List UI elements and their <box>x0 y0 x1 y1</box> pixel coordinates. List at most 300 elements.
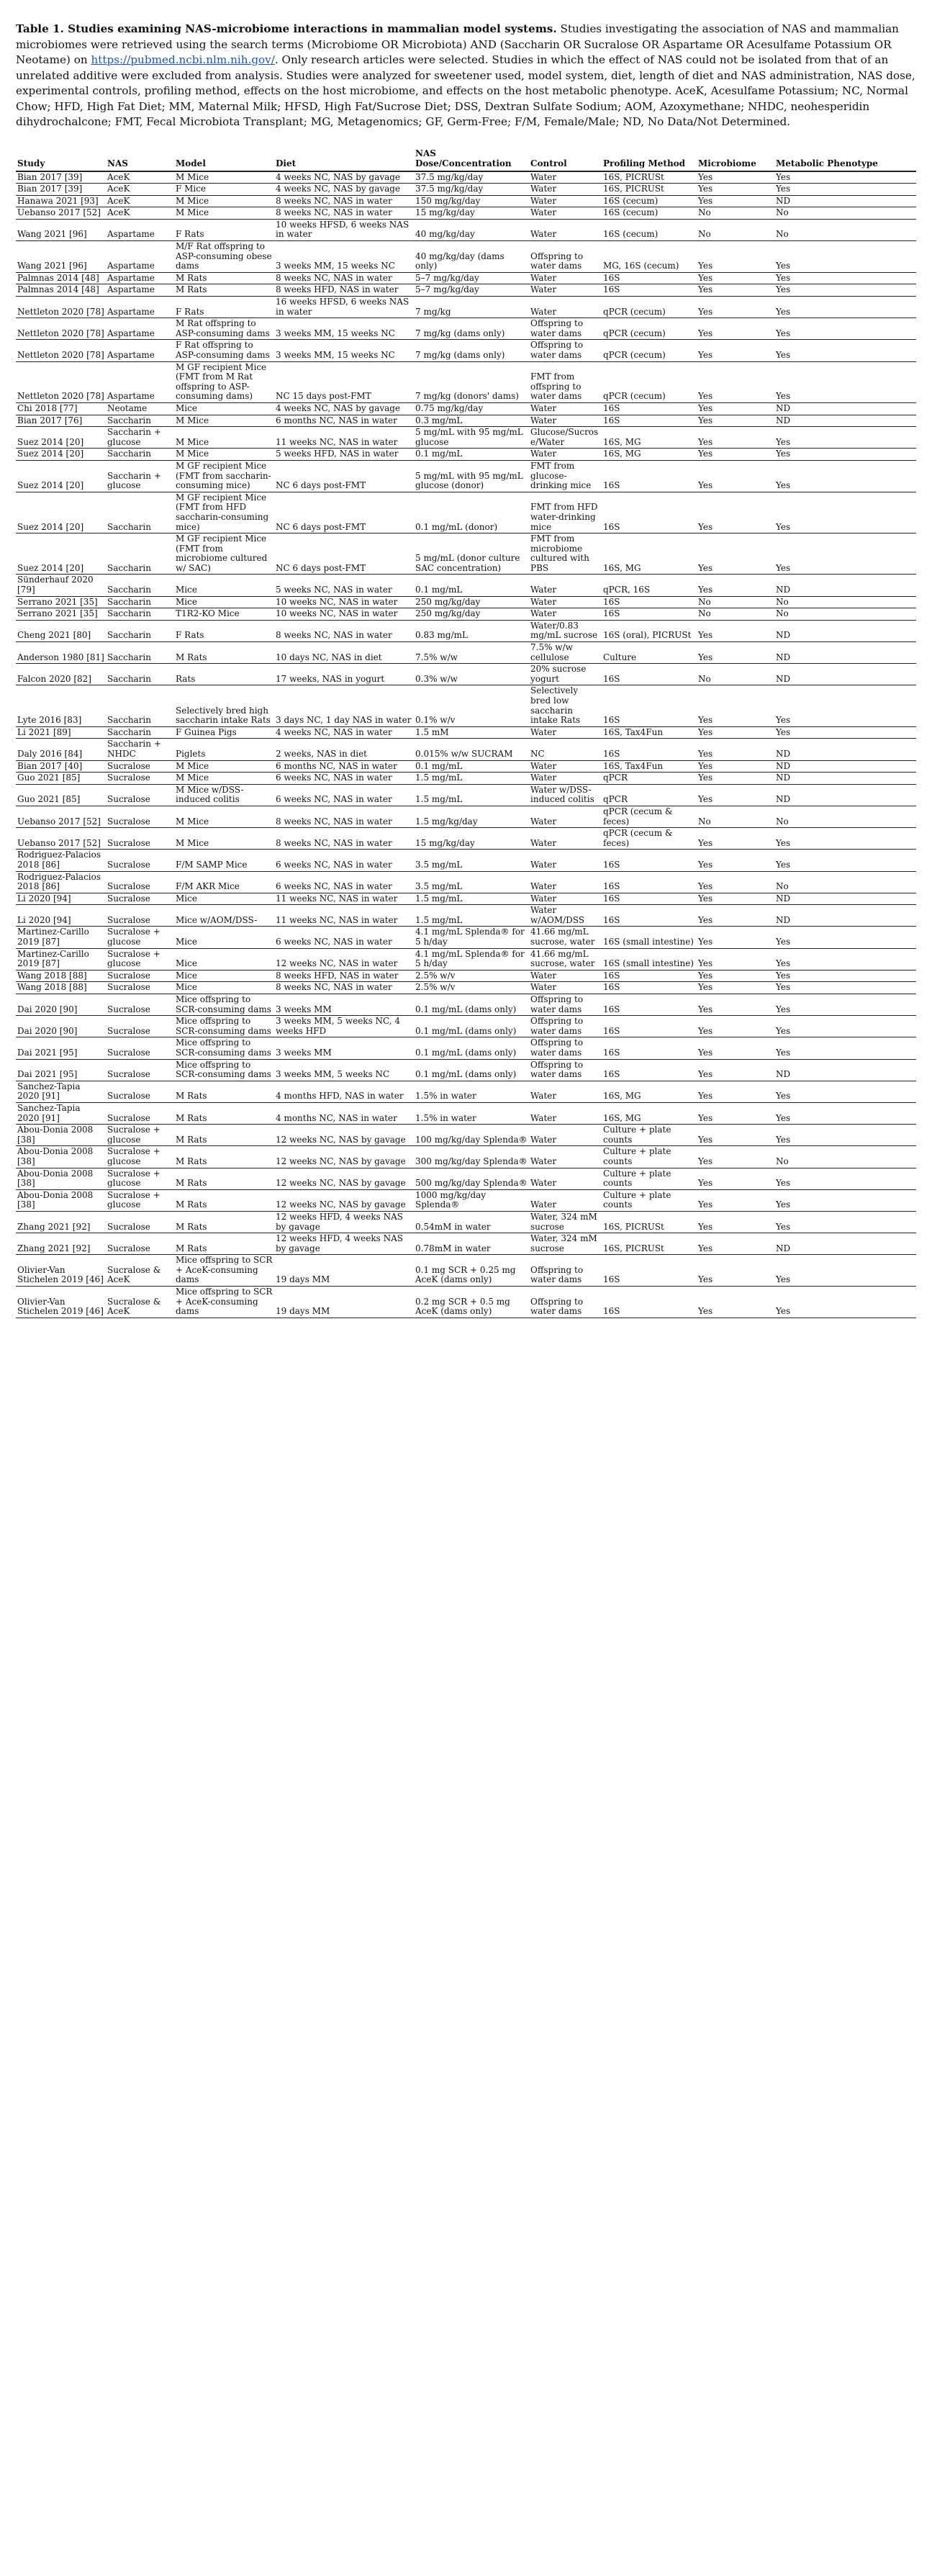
cell-study: Bian 2017 [40] <box>16 760 106 773</box>
cell-study: Daly 2016 [84] <box>16 739 106 760</box>
cell-metabolic-phenotype: Yes <box>774 492 916 533</box>
cell-profiling-method: 16S <box>602 272 697 284</box>
cell-nas: Sucralose <box>106 1102 174 1124</box>
table-row <box>16 460 916 492</box>
cell-nas: Saccharin <box>106 492 174 533</box>
cell-profiling-method: 16S <box>602 970 697 982</box>
cell-metabolic-phenotype: ND <box>774 1059 916 1081</box>
cell-study: Wang 2018 [88] <box>16 982 106 994</box>
cell-dose: 0.78mM in water <box>414 1233 529 1255</box>
cell-dose: 1.5% in water <box>414 1081 529 1102</box>
cell-diet: 8 weeks NC, NAS in water <box>274 806 414 827</box>
cell-model: Mice offspring to SCR-consuming dams <box>174 1059 274 1081</box>
cell-dose: 0.1 mg SCR + 0.25 mg AceK (dams only) <box>414 1255 529 1287</box>
cell-dose: 3.5 mg/mL <box>414 871 529 893</box>
table-row <box>16 533 916 575</box>
cell-diet: 10 weeks HFSD, 6 weeks NAS in water <box>274 219 414 240</box>
cell-model: F/M SAMP Mice <box>174 850 274 871</box>
cell-nas: Sucralose <box>106 850 174 871</box>
cell-study: Dai 2020 [90] <box>16 994 106 1016</box>
cell-dose: 37.5 mg/kg/day <box>414 184 529 196</box>
cell-nas: Sucralose <box>106 905 174 927</box>
cell-study: Chi 2018 [77] <box>16 402 106 415</box>
cell-model: M Mice <box>174 806 274 827</box>
cell-profiling-method: 16S <box>602 664 697 685</box>
cell-diet: 3 weeks MM, 15 weeks NC <box>274 318 414 340</box>
cell-diet: 12 weeks NC, NAS by gavage <box>274 1125 414 1146</box>
cell-control: Water <box>529 871 602 893</box>
cell-profiling-method: 16S <box>602 1016 697 1037</box>
cell-nas: Sucralose <box>106 1037 174 1059</box>
cell-nas: Sucralose + glucose <box>106 1189 174 1211</box>
cell-model: M Rats <box>174 1189 274 1211</box>
table-header-row <box>16 136 916 171</box>
cell-study: Rodriguez-Palacios 2018 [86] <box>16 850 106 871</box>
cell-control: Offspring to water dams <box>529 994 602 1016</box>
cell-dose: 0.1 mg/mL (dams only) <box>414 994 529 1016</box>
document-page <box>16 0 916 1318</box>
cell-microbiome: Yes <box>697 241 774 273</box>
cell-nas: Sucralose + glucose <box>106 1168 174 1189</box>
cell-study: Wang 2021 [96] <box>16 241 106 273</box>
cell-nas: Sucralose <box>106 1233 174 1255</box>
cell-diet: 4 months NC, NAS in water <box>274 1102 414 1124</box>
cell-microbiome: Yes <box>697 340 774 361</box>
table-row <box>16 664 916 685</box>
table-row <box>16 596 916 608</box>
cell-study: Zhang 2021 [92] <box>16 1211 106 1233</box>
cell-nas: Aspartame <box>106 340 174 361</box>
cell-model: F Guinea Pigs <box>174 726 274 739</box>
cell-profiling-method: qPCR (cecum) <box>602 340 697 361</box>
cell-nas: Saccharin <box>106 415 174 427</box>
cell-metabolic-phenotype: Yes <box>774 272 916 284</box>
cell-study: Dai 2020 [90] <box>16 1016 106 1037</box>
cell-nas: Sucralose <box>106 893 174 905</box>
cell-metabolic-phenotype: Yes <box>774 1102 916 1124</box>
cell-metabolic-phenotype: No <box>774 806 916 827</box>
caption-text-before-link: Studies investigating the association of NAS and mammalian microbiomes were retrieved using the search terms (Microbiome OR Microbiota) AND (Saccharin OR Sucralose OR Aspartame OR Acesulfame Potassium OR Neotame) on <box>16 22 899 66</box>
cell-dose: 5 mg/mL with 95 mg/mL glucose <box>414 427 529 449</box>
cell-study: Nettleton 2020 [78] <box>16 297 106 318</box>
cell-control: Water <box>529 1168 602 1189</box>
cell-nas: Sucralose <box>106 828 174 850</box>
cell-microbiome: Yes <box>697 773 774 785</box>
cell-model: M GF recipient Mice (FMT from microbiome cultured w/ SAC) <box>174 533 274 575</box>
cell-profiling-method: qPCR (cecum) <box>602 361 697 402</box>
cell-diet: 4 weeks NC, NAS by gavage <box>274 402 414 415</box>
cell-study: Nettleton 2020 [78] <box>16 361 106 402</box>
cell-study: Abou-Donia 2008 [38] <box>16 1189 106 1211</box>
cell-model: M Rats <box>174 272 274 284</box>
cell-profiling-method: 16S <box>602 739 697 760</box>
cell-dose: 0.1 mg/mL <box>414 760 529 773</box>
cell-profiling-method: qPCR (cecum & feces) <box>602 828 697 850</box>
cell-study: Uebanso 2017 [52] <box>16 828 106 850</box>
table-row <box>16 608 916 621</box>
cell-metabolic-phenotype: Yes <box>774 1037 916 1059</box>
cell-microbiome: Yes <box>697 982 774 994</box>
cell-profiling-method: 16S (small intestine) <box>602 927 697 948</box>
cell-model: Mice <box>174 982 274 994</box>
cell-metabolic-phenotype: ND <box>774 773 916 785</box>
cell-diet: NC 6 days post-FMT <box>274 533 414 575</box>
cell-microbiome: Yes <box>697 284 774 297</box>
cell-microbiome: No <box>697 207 774 220</box>
cell-study: Cheng 2021 [80] <box>16 620 106 641</box>
cell-profiling-method: 16S <box>602 1287 697 1318</box>
cell-dose: 0.1 mg/mL (dams only) <box>414 1037 529 1059</box>
cell-diet: 3 weeks MM, 15 weeks NC <box>274 241 414 273</box>
cell-nas: Sucralose <box>106 970 174 982</box>
table-row <box>16 760 916 773</box>
cell-model: M Mice <box>174 195 274 207</box>
cell-control: Offspring to water dams <box>529 318 602 340</box>
cell-diet: 12 weeks NC, NAS by gavage <box>274 1146 414 1168</box>
cell-diet: 8 weeks NC, NAS in water <box>274 620 414 641</box>
table-caption <box>16 22 916 130</box>
cell-control: Water, 324 mM sucrose <box>529 1233 602 1255</box>
cell-nas: Aspartame <box>106 219 174 240</box>
cell-metabolic-phenotype: Yes <box>774 460 916 492</box>
cell-dose: 1000 mg/kg/day Splenda® <box>414 1189 529 1211</box>
cell-control: FMT from glucose-drinking mice <box>529 460 602 492</box>
cell-study: Uebanso 2017 [52] <box>16 806 106 827</box>
table-row <box>16 415 916 427</box>
cell-nas: Sucralose <box>106 784 174 806</box>
cell-control: Offspring to water dams <box>529 1287 602 1318</box>
cell-model: M Mice w/DSS-induced colitis <box>174 784 274 806</box>
cell-control: Water <box>529 828 602 850</box>
cell-diet: 6 months NC, NAS in water <box>274 760 414 773</box>
cell-model: Mice <box>174 927 274 948</box>
cell-nas: Saccharin <box>106 664 174 685</box>
cell-nas: Sucralose <box>106 1016 174 1037</box>
table-row <box>16 1016 916 1037</box>
table-row <box>16 195 916 207</box>
cell-microbiome: No <box>697 806 774 827</box>
cell-model: Mice <box>174 596 274 608</box>
cell-diet: 4 weeks NC, NAS by gavage <box>274 171 414 184</box>
cell-diet: 8 weeks HFD, NAS in water <box>274 284 414 297</box>
cell-dose: 7 mg/kg <box>414 297 529 318</box>
table-row <box>16 893 916 905</box>
table-row <box>16 927 916 948</box>
cell-profiling-method: 16S <box>602 415 697 427</box>
table-row <box>16 1146 916 1168</box>
table-row <box>16 1287 916 1318</box>
cell-nas: Sucralose + glucose <box>106 1146 174 1168</box>
cell-study: Sanchez-Tapia 2020 [91] <box>16 1081 106 1102</box>
cell-model: F Rats <box>174 620 274 641</box>
cell-study: Guo 2021 [85] <box>16 773 106 785</box>
table-row <box>16 427 916 449</box>
cell-control: Water <box>529 1081 602 1102</box>
cell-microbiome: Yes <box>697 1146 774 1168</box>
cell-model: M/F Rat offspring to ASP-consuming obese dams <box>174 241 274 273</box>
cell-diet: 16 weeks HFSD, 6 weeks NAS in water <box>274 297 414 318</box>
cell-diet: 4 months HFD, NAS in water <box>274 1081 414 1102</box>
cell-diet: 5 weeks NC, NAS in water <box>274 575 414 596</box>
cell-profiling-method: Culture + plate counts <box>602 1125 697 1146</box>
cell-dose: 300 mg/kg/day Splenda® <box>414 1146 529 1168</box>
cell-metabolic-phenotype: ND <box>774 739 916 760</box>
cell-metabolic-phenotype: Yes <box>774 1016 916 1037</box>
cell-metabolic-phenotype: No <box>774 871 916 893</box>
table-row <box>16 806 916 827</box>
cell-metabolic-phenotype: Yes <box>774 970 916 982</box>
cell-control: FMT from microbiome cultured with PBS <box>529 533 602 575</box>
cell-model: Mice <box>174 970 274 982</box>
cell-profiling-method: 16S (cecum) <box>602 207 697 220</box>
cell-dose: 0.3 mg/mL <box>414 415 529 427</box>
table-row <box>16 171 916 184</box>
cell-study: Palmnas 2014 [48] <box>16 272 106 284</box>
cell-study: Dai 2021 [95] <box>16 1059 106 1081</box>
cell-metabolic-phenotype: Yes <box>774 241 916 273</box>
cell-model: Mice offspring to SCR-consuming dams <box>174 994 274 1016</box>
cell-model: M Mice <box>174 171 274 184</box>
cell-diet: 3 weeks MM <box>274 994 414 1016</box>
cell-model: M Mice <box>174 773 274 785</box>
cell-diet: 11 weeks NC, NAS in water <box>274 893 414 905</box>
cell-control: Water <box>529 1125 602 1146</box>
cell-model: Piglets <box>174 739 274 760</box>
cell-profiling-method: 16S <box>602 1059 697 1081</box>
cell-microbiome: Yes <box>697 272 774 284</box>
cell-profiling-method: qPCR, 16S <box>602 575 697 596</box>
cell-nas: Aspartame <box>106 241 174 273</box>
cell-diet: 8 weeks NC, NAS in water <box>274 272 414 284</box>
cell-model: F Rats <box>174 219 274 240</box>
cell-control: Glucose/Sucrose/Water <box>529 427 602 449</box>
cell-nas: Sucralose <box>106 994 174 1016</box>
cell-study: Uebanso 2017 [52] <box>16 207 106 220</box>
cell-nas: Neotame <box>106 402 174 415</box>
cell-study: Abou-Donia 2008 [38] <box>16 1146 106 1168</box>
cell-profiling-method: qPCR (cecum) <box>602 297 697 318</box>
cell-microbiome: Yes <box>697 1211 774 1233</box>
cell-study: Sünderhauf 2020 [79] <box>16 575 106 596</box>
cell-diet: 12 weeks NC, NAS in water <box>274 948 414 970</box>
cell-metabolic-phenotype: ND <box>774 760 916 773</box>
cell-dose: 37.5 mg/kg/day <box>414 171 529 184</box>
cell-microbiome: Yes <box>697 402 774 415</box>
cell-diet: 8 weeks NC, NAS in water <box>274 828 414 850</box>
cell-control: Water <box>529 850 602 871</box>
cell-metabolic-phenotype: ND <box>774 642 916 664</box>
cell-microbiome: Yes <box>697 994 774 1016</box>
cell-diet: 12 weeks HFD, 4 weeks NAS by gavage <box>274 1233 414 1255</box>
cell-model: Mice <box>174 575 274 596</box>
cell-dose: 1.5 mg/mL <box>414 784 529 806</box>
cell-dose: 250 mg/kg/day <box>414 608 529 621</box>
cell-metabolic-phenotype: Yes <box>774 1287 916 1318</box>
cell-model: M Rat offspring to ASP-consuming dams <box>174 318 274 340</box>
cell-control: Water <box>529 806 602 827</box>
cell-diet: 8 weeks HFD, NAS in water <box>274 970 414 982</box>
table-row <box>16 948 916 970</box>
cell-model: M Mice <box>174 828 274 850</box>
table-row <box>16 1059 916 1081</box>
cell-nas: Aspartame <box>106 297 174 318</box>
cell-metabolic-phenotype: Yes <box>774 828 916 850</box>
cell-study: Zhang 2021 [92] <box>16 1233 106 1255</box>
cell-nas: Saccharin + NHDC <box>106 739 174 760</box>
cell-profiling-method: 16S (cecum) <box>602 219 697 240</box>
cell-model: M GF recipient Mice (FMT from M Rat offspring to ASP-consuming dams) <box>174 361 274 402</box>
cell-microbiome: Yes <box>697 927 774 948</box>
cell-profiling-method: 16S <box>602 1255 697 1287</box>
cell-nas: AceK <box>106 171 174 184</box>
caption-text-after-link: . Only research articles were selected. Studies in which the effect of NAS could not be isolated from that of an unrelated additive were excluded from analysis. Studies were analyzed for sweetener used, model system, diet, length of diet and NAS administration, NAS dose, experimental controls, profiling method, effects on the host microbiome, and effects on the host metabolic phenotype. AceK, Acesulfame Potassium; NC, Normal Chow; HFD, High Fat Diet; MM, Maternal Milk; HFSD, High Fat/Sucrose Diet; DSS, Dextran Sulfate Sodium; AOM, Azoxymethane; NHDC, neohesperidin dihydrochalcone; FMT, Fecal Microbiota Transplant; MG, Metagenomics; GF, Germ-Free; F/M, Female/Male; ND, No Data/Not Determined. <box>16 53 915 128</box>
cell-study: Nettleton 2020 [78] <box>16 318 106 340</box>
cell-study: Anderson 1980 [81] <box>16 642 106 664</box>
cell-diet: 8 weeks NC, NAS in water <box>274 195 414 207</box>
cell-model: F Mice <box>174 184 274 196</box>
col-header-nas: NAS <box>106 136 174 171</box>
cell-control: Offspring to water dams <box>529 1016 602 1037</box>
table-row <box>16 1125 916 1146</box>
cell-diet: 3 weeks MM <box>274 1037 414 1059</box>
cell-model: M Mice <box>174 427 274 449</box>
pubmed-link[interactable]: https://pubmed.ncbi.nlm.nih.gov/ <box>91 53 275 66</box>
cell-model: Mice offspring to SCR-consuming dams <box>174 1016 274 1037</box>
cell-diet: 6 weeks NC, NAS in water <box>274 773 414 785</box>
cell-nas: Aspartame <box>106 272 174 284</box>
cell-metabolic-phenotype: Yes <box>774 361 916 402</box>
table-row <box>16 850 916 871</box>
cell-diet: 6 weeks NC, NAS in water <box>274 784 414 806</box>
cell-study: Li 2020 [94] <box>16 905 106 927</box>
cell-study: Lyte 2016 [83] <box>16 685 106 726</box>
cell-metabolic-phenotype: Yes <box>774 1125 916 1146</box>
cell-metabolic-phenotype: Yes <box>774 284 916 297</box>
cell-diet: 12 weeks NC, NAS by gavage <box>274 1168 414 1189</box>
table-row <box>16 361 916 402</box>
cell-nas: Sucralose & AceK <box>106 1255 174 1287</box>
cell-model: Mice <box>174 893 274 905</box>
cell-profiling-method: 16S, MG <box>602 1102 697 1124</box>
cell-control: Water <box>529 272 602 284</box>
cell-metabolic-phenotype: Yes <box>774 427 916 449</box>
cell-control: Water <box>529 207 602 220</box>
cell-control: Water <box>529 596 602 608</box>
cell-dose: 0.015% w/w SUCRAM <box>414 739 529 760</box>
cell-study: Suez 2014 [20] <box>16 449 106 461</box>
cell-control: NC <box>529 739 602 760</box>
cell-study: Hanawa 2021 [93] <box>16 195 106 207</box>
cell-microbiome: Yes <box>697 361 774 402</box>
cell-diet: 10 days NC, NAS in diet <box>274 642 414 664</box>
cell-diet: 8 weeks NC, NAS in water <box>274 982 414 994</box>
cell-control: Offspring to water dams <box>529 1037 602 1059</box>
cell-diet: 6 weeks NC, NAS in water <box>274 850 414 871</box>
cell-metabolic-phenotype: Yes <box>774 184 916 196</box>
cell-microbiome: No <box>697 608 774 621</box>
cell-nas: Sucralose <box>106 773 174 785</box>
cell-dose: 500 mg/kg/day Splenda® <box>414 1168 529 1189</box>
col-header-diet: Diet <box>274 136 414 171</box>
cell-control: Offspring to water dams <box>529 241 602 273</box>
cell-diet: 11 weeks NC, NAS in water <box>274 427 414 449</box>
cell-control: Water <box>529 415 602 427</box>
cell-control: Offspring to water dams <box>529 340 602 361</box>
cell-profiling-method: 16S <box>602 893 697 905</box>
cell-diet: 17 weeks, NAS in yogurt <box>274 664 414 685</box>
cell-profiling-method: qPCR <box>602 784 697 806</box>
cell-model: M Rats <box>174 1211 274 1233</box>
cell-study: Palmnas 2014 [48] <box>16 284 106 297</box>
cell-study: Martinez-Carillo 2019 [87] <box>16 948 106 970</box>
cell-control: Water <box>529 219 602 240</box>
cell-diet: 19 days MM <box>274 1255 414 1287</box>
cell-dose: 3.5 mg/mL <box>414 850 529 871</box>
cell-control: Water <box>529 970 602 982</box>
cell-control: 7.5% w/w cellulose <box>529 642 602 664</box>
cell-dose: 1.5 mg/mL <box>414 893 529 905</box>
cell-diet: NC 6 days post-FMT <box>274 492 414 533</box>
cell-dose: 2.5% w/v <box>414 970 529 982</box>
cell-metabolic-phenotype: Yes <box>774 449 916 461</box>
cell-metabolic-phenotype: No <box>774 596 916 608</box>
cell-nas: Sucralose + glucose <box>106 1125 174 1146</box>
cell-study: Li 2020 [94] <box>16 893 106 905</box>
cell-nas: Saccharin <box>106 575 174 596</box>
cell-dose: 1.5 mM <box>414 726 529 739</box>
table-row <box>16 340 916 361</box>
cell-nas: Sucralose <box>106 760 174 773</box>
cell-diet: 5 weeks HFD, NAS in water <box>274 449 414 461</box>
studies-table <box>16 136 916 1318</box>
cell-microbiome: Yes <box>697 1255 774 1287</box>
cell-control: FMT from offspring to water dams <box>529 361 602 402</box>
cell-microbiome: Yes <box>697 850 774 871</box>
cell-study: Olivier-Van Stichelen 2019 [46] <box>16 1255 106 1287</box>
cell-nas: Sucralose + glucose <box>106 927 174 948</box>
cell-nas: AceK <box>106 207 174 220</box>
cell-microbiome: Yes <box>697 1125 774 1146</box>
table-row <box>16 1233 916 1255</box>
cell-microbiome: Yes <box>697 1233 774 1255</box>
cell-control: Water <box>529 284 602 297</box>
cell-nas: Sucralose + glucose <box>106 948 174 970</box>
cell-diet: 12 weeks HFD, 4 weeks NAS by gavage <box>274 1211 414 1233</box>
cell-study: Suez 2014 [20] <box>16 533 106 575</box>
cell-model: Mice offspring to SCR + AceK-consuming dams <box>174 1287 274 1318</box>
cell-diet: 3 weeks MM, 5 weeks NC, 4 weeks HFD <box>274 1016 414 1037</box>
cell-dose: 5–7 mg/kg/day <box>414 272 529 284</box>
cell-profiling-method: Culture + plate counts <box>602 1146 697 1168</box>
cell-study: Abou-Donia 2008 [38] <box>16 1168 106 1189</box>
cell-metabolic-phenotype: Yes <box>774 948 916 970</box>
cell-diet: 3 weeks MM, 5 weeks NC <box>274 1059 414 1081</box>
cell-diet: 3 days NC, 1 day NAS in water <box>274 685 414 726</box>
table-row <box>16 773 916 785</box>
cell-model: Rats <box>174 664 274 685</box>
cell-control: Water <box>529 1146 602 1168</box>
cell-microbiome: Yes <box>697 171 774 184</box>
cell-metabolic-phenotype: ND <box>774 575 916 596</box>
cell-metabolic-phenotype: Yes <box>774 1189 916 1211</box>
cell-diet: 3 weeks MM, 15 weeks NC <box>274 340 414 361</box>
cell-study: Suez 2014 [20] <box>16 492 106 533</box>
cell-profiling-method: 16S <box>602 871 697 893</box>
cell-metabolic-phenotype: Yes <box>774 340 916 361</box>
cell-study: Wang 2018 [88] <box>16 970 106 982</box>
cell-diet: 10 weeks NC, NAS in water <box>274 596 414 608</box>
cell-dose: 5 mg/mL with 95 mg/mL glucose (donor) <box>414 460 529 492</box>
